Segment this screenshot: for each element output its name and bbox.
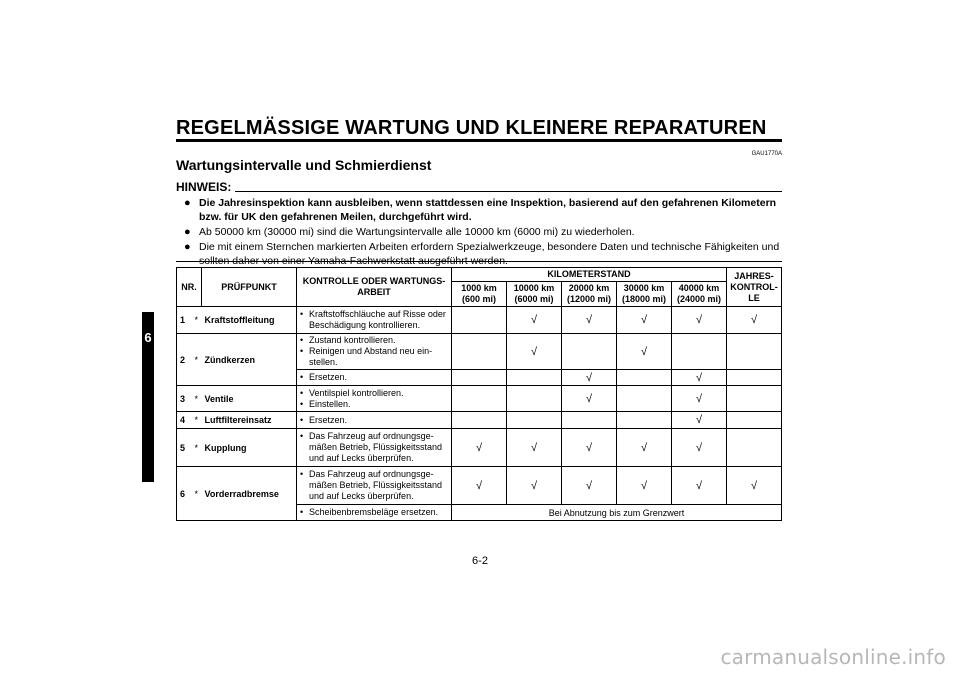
interval-cell [727, 429, 782, 467]
check-mark: √ [562, 307, 617, 334]
row-number: 3 [177, 386, 192, 412]
interval-cell [617, 412, 672, 429]
row-work: • Das Fahrzeug auf ordnungsge-mäßen Betrieb, Flüssigkeitsstand und auf Lecks überprüfen. [297, 467, 452, 505]
check-mark: √ [452, 429, 507, 467]
header-interval: 1000 km (600 mi) [452, 282, 507, 307]
check-mark: √ [617, 429, 672, 467]
interval-cell [452, 412, 507, 429]
interval-cell [562, 334, 617, 370]
header-km-group: KILOMETERSTAND [452, 268, 727, 282]
interval-cell [617, 386, 672, 412]
section-heading: Wartungsintervalle und Schmierdienst [176, 157, 432, 173]
header-item: PRÜFPUNKT [202, 268, 297, 307]
row-item: Kupplung [202, 429, 297, 467]
note-text: Die Jahresinspektion kann ausbleiben, wenn stattdessen eine Inspektion, basierend auf den gefahrenen Kilometern bzw. für UK den gefahrenen Meilen, durchgeführt wird. [199, 197, 777, 223]
table-row [177, 334, 782, 370]
note-item [184, 196, 784, 224]
check-mark: √ [562, 386, 617, 412]
check-mark: √ [452, 467, 507, 505]
row-work: • Das Fahrzeug auf ordnungsge-mäßen Betrieb, Flüssigkeitsstand und auf Lecks überprüfen. [297, 429, 452, 467]
check-mark: √ [507, 334, 562, 370]
check-mark: √ [672, 307, 727, 334]
interval-cell [452, 334, 507, 370]
row-work: • Ersetzen. [297, 370, 452, 386]
interval-cell [672, 334, 727, 370]
check-mark: √ [562, 429, 617, 467]
star-marker: * [192, 334, 202, 386]
check-mark: √ [617, 307, 672, 334]
page-number: 6-2 [472, 555, 488, 567]
check-mark: √ [507, 429, 562, 467]
note-item [184, 225, 784, 239]
interval-cell [562, 412, 617, 429]
star-marker: * [192, 467, 202, 521]
interval-note: Bei Abnutzung bis zum Grenzwert [452, 505, 782, 521]
bullet-icon: ● [184, 226, 191, 238]
title-underline [176, 139, 782, 142]
interval-cell [507, 386, 562, 412]
row-number: 6 [177, 467, 192, 521]
check-mark: √ [562, 370, 617, 386]
interval-cell [727, 412, 782, 429]
header-work: KONTROLLE ODER WARTUNGS-ARBEIT [297, 268, 452, 307]
note-end-rule [176, 261, 782, 262]
table-header-row [177, 268, 782, 282]
header-interval: 30000 km (18000 mi) [617, 282, 672, 307]
maintenance-table [176, 267, 782, 521]
check-mark: √ [617, 467, 672, 505]
row-work: • Ventilspiel kontrollieren. • Einstellen. [297, 386, 452, 412]
interval-cell [727, 386, 782, 412]
row-item: Vorderradbremse [202, 467, 297, 521]
check-mark: √ [507, 307, 562, 334]
note-item [184, 240, 784, 268]
row-work: • Ersetzen. [297, 412, 452, 429]
check-mark: √ [672, 467, 727, 505]
interval-cell [727, 370, 782, 386]
check-mark: √ [727, 467, 782, 505]
header-interval: 20000 km (12000 mi) [562, 282, 617, 307]
check-mark: √ [507, 467, 562, 505]
row-item: Luftfiltereinsatz [202, 412, 297, 429]
check-mark: √ [727, 307, 782, 334]
row-number: 1 [177, 307, 192, 334]
note-header [176, 180, 782, 194]
check-mark: √ [672, 429, 727, 467]
interval-cell [452, 370, 507, 386]
row-number: 4 [177, 412, 192, 429]
header-nr: NR. [177, 268, 202, 307]
star-marker: * [192, 429, 202, 467]
page-title: REGELMÄSSIGE WARTUNG UND KLEINERE REPARATUREN [176, 117, 767, 139]
row-item: Ventile [202, 386, 297, 412]
note-rule [235, 191, 782, 192]
note-list [184, 196, 784, 269]
interval-cell [617, 370, 672, 386]
row-work: • Zustand kontrollieren. • Reinigen und Abstand neu ein-stellen. [297, 334, 452, 370]
check-mark: √ [562, 467, 617, 505]
table-row [177, 307, 782, 334]
row-item: Zündkerzen [202, 334, 297, 386]
note-text: Ab 50000 km (30000 mi) sind die Wartungsintervalle alle 10000 km (6000 mi) zu wiederholen. [199, 226, 635, 238]
table-row [177, 386, 782, 412]
table-row [177, 412, 782, 429]
star-marker: * [192, 386, 202, 412]
section-tab: 6 [142, 312, 154, 482]
row-work: • Kraftstoffschläuche auf Risse oder Beschädigung kontrollieren. [297, 307, 452, 334]
table-row [177, 467, 782, 505]
bullet-icon: ● [184, 241, 191, 253]
note-text: Die mit einem Sternchen markierten Arbeiten erfordern Spezialwerkzeuge, besondere Daten und technische Fähigkeiten und sollten daher von einer Yamaha-Fachwerkstatt ausgeführt werden. [199, 241, 780, 267]
check-mark: √ [617, 334, 672, 370]
header-yearly: JAHRES-KONTROL-LE [727, 268, 782, 307]
header-interval: 10000 km (6000 mi) [507, 282, 562, 307]
row-item: Kraftstoffleitung [202, 307, 297, 334]
header-interval: 40000 km (24000 mi) [672, 282, 727, 307]
row-number: 2 [177, 334, 192, 386]
interval-cell [507, 412, 562, 429]
interval-cell [507, 370, 562, 386]
interval-cell [452, 307, 507, 334]
star-marker: * [192, 307, 202, 334]
interval-cell [727, 334, 782, 370]
check-mark: √ [672, 370, 727, 386]
interval-cell [452, 386, 507, 412]
row-number: 5 [177, 429, 192, 467]
row-work: • Scheibenbremsbeläge ersetzen. [297, 505, 452, 521]
bullet-icon: ● [184, 197, 191, 209]
star-marker: * [192, 412, 202, 429]
watermark: carmanualsonline.info [720, 645, 946, 669]
check-mark: √ [672, 412, 727, 429]
note-label: HINWEIS: [176, 180, 232, 194]
document-code: GAU1770A [751, 151, 782, 157]
check-mark: √ [672, 386, 727, 412]
table-row [177, 429, 782, 467]
